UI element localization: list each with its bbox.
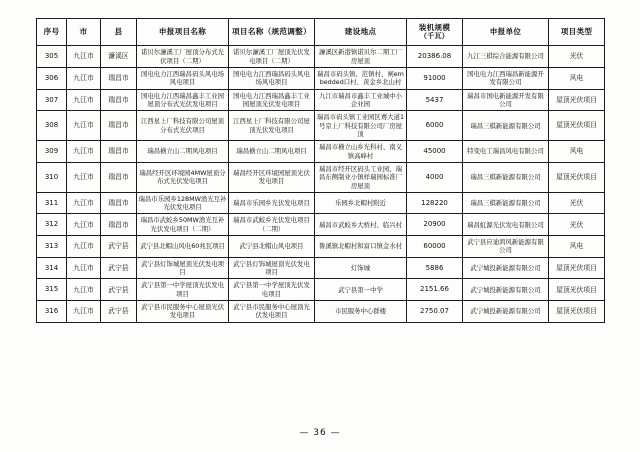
- cell-project-name: 武宁县市民服务中心屋顶光伏发电项目: [229, 301, 315, 323]
- cell-type: 屋顶光伏项目: [549, 279, 605, 301]
- cell-unit: 武宁城投新能源有限公司: [463, 257, 549, 279]
- cell-seq: 314: [37, 257, 67, 279]
- cell-seq: 306: [37, 67, 67, 89]
- cell-project-name: 武宁县灯饰城屋顶光伏发电项目: [229, 257, 315, 279]
- cell-type: 屋顶光伏项目: [549, 257, 605, 279]
- cell-county: 瑞昌市: [101, 192, 137, 214]
- cell-type: 风电: [549, 236, 605, 258]
- cell-declared-name: 武宁县第一中学屋顶光伏发电项目: [137, 279, 229, 301]
- cell-city: 九江市: [67, 257, 101, 279]
- cell-unit: 瑞昌虹源光伏发电有限公司: [463, 214, 549, 236]
- cell-unit: 武宁城投新能源有限公司: [463, 279, 549, 301]
- cell-county: 瑞昌市: [101, 141, 137, 163]
- cell-capacity: 60000: [407, 236, 463, 258]
- cell-seq: 313: [37, 236, 67, 258]
- cell-seq: 307: [37, 89, 67, 111]
- cell-capacity: 45000: [407, 141, 463, 163]
- page-number: — 36 —: [299, 428, 341, 438]
- cell-declared-name: 国电电力江西瑞昌码头风电场风电项目: [137, 67, 229, 89]
- cell-city: 九江市: [67, 162, 101, 192]
- cell-project-name: 诺贝尔濂溪工厂屋顶光伏发电项目（二期）: [229, 46, 315, 68]
- cell-declared-name: 武宁县北帽山风电60兆瓦项目: [137, 236, 229, 258]
- cell-county: 武宁县: [101, 301, 137, 323]
- cell-project-name: 江西星上厂科技有限公司屋顶光伏发电项目: [229, 111, 315, 141]
- cell-county: 武宁县: [101, 279, 137, 301]
- cell-unit: 武宁城投新能源有限公司: [463, 301, 549, 323]
- cell-capacity: 6000: [407, 111, 463, 141]
- cell-type: 屋顶光伏项目: [549, 111, 605, 141]
- cell-unit: 瑞昌三棋新能源有限公司: [463, 192, 549, 214]
- column-header-capacity-label: 装机规模: [418, 23, 451, 32]
- cell-unit: 特变电工瑞昌风电有限公司: [463, 141, 549, 163]
- cell-capacity: 20900: [407, 214, 463, 236]
- cell-county: 瑞昌市: [101, 162, 137, 192]
- table-row: [37, 141, 605, 163]
- cell-project-name: 瑞昌市武蛟乡光伏发电项目（二期）: [229, 214, 315, 236]
- cell-location: 瑞昌市码头镇、范镇村、闸embedded口村、黄金乡北山村: [315, 67, 407, 89]
- cell-county: 瑞昌市: [101, 111, 137, 141]
- table-row: [37, 214, 605, 236]
- cell-unit: 九江三棋综合能源有限公司: [463, 46, 549, 68]
- cell-unit: 瑞昌市国电新能源开发有限公司: [463, 89, 549, 111]
- cell-capacity: 2151.66: [407, 279, 463, 301]
- cell-capacity: 4000: [407, 162, 463, 192]
- cell-unit: 国电电力江西瑞昌新能源开发有限公司: [463, 67, 549, 89]
- cell-city: 九江市: [67, 214, 101, 236]
- cell-capacity: 20386.08: [407, 46, 463, 68]
- cell-city: 九江市: [67, 236, 101, 258]
- cell-type: 光伏: [549, 214, 605, 236]
- table-row: [37, 257, 605, 279]
- cell-seq: 308: [37, 111, 67, 141]
- column-header-location: 建设地点: [315, 19, 407, 46]
- cell-project-name: 武宁县北帽山风电项目: [229, 236, 315, 258]
- cell-location: 鲁溪镇北帽村和富口镇金水村: [315, 236, 407, 258]
- cell-seq: 312: [37, 214, 67, 236]
- cell-city: 九江市: [67, 89, 101, 111]
- cell-county: 武宁县: [101, 257, 137, 279]
- cell-seq: 316: [37, 301, 67, 323]
- cell-city: 九江市: [67, 192, 101, 214]
- cell-unit: 武宁县应迪鸿风新能源有限公司: [463, 236, 549, 258]
- cell-project-name: 瑞昌横立山二期风电项目: [229, 141, 315, 163]
- cell-declared-name: 武宁县市民服务中心屋顶光伏发电项目: [137, 301, 229, 323]
- cell-location: 武宁县第一中学: [315, 279, 407, 301]
- cell-county: 武宁县: [101, 236, 137, 258]
- cell-location: 乐园乡北帽村附近: [315, 192, 407, 214]
- cell-capacity: 128220: [407, 192, 463, 214]
- cell-type: 屋顶光伏项目: [549, 162, 605, 192]
- cell-declared-name: 瑞昌经开区环境园4MW屋顶分布式光伏发电项目: [137, 162, 229, 192]
- cell-capacity: 5886: [407, 257, 463, 279]
- cell-city: 九江市: [67, 141, 101, 163]
- cell-project-name: 瑞昌经开区环境园屋顶光伏发电项目: [229, 162, 315, 192]
- cell-city: 九江市: [67, 67, 101, 89]
- table-row: [37, 301, 605, 323]
- cell-project-name: 瑞昌市乐园乡光伏发电项目: [229, 192, 315, 214]
- cell-type: 光伏: [549, 46, 605, 68]
- cell-declared-name: 瑞昌横立山二期风电项目: [137, 141, 229, 163]
- cell-unit: 瑞昌三棋新能源有限公司: [463, 162, 549, 192]
- cell-unit: 瑞昌三棋新能源有限公司: [463, 111, 549, 141]
- column-header-capacity-unit: （千瓦）: [419, 32, 450, 41]
- column-header-city: 市: [67, 19, 101, 46]
- cell-location: 瑞昌市横立山乡光科村、南义镇高峰村: [315, 141, 407, 163]
- cell-project-name: 国电电力江西瑞昌码头风电场风电项目: [229, 67, 315, 89]
- cell-declared-name: 瑞昌市武蛟乡50MW渔光互补光伏发电项目（二期）: [137, 214, 229, 236]
- cell-capacity: 2750.07: [407, 301, 463, 323]
- cell-seq: 309: [37, 141, 67, 163]
- cell-declared-name: 瑞昌市乐园乡128MW渔光互补光伏发电项目: [137, 192, 229, 214]
- cell-county: 瑞昌市: [101, 89, 137, 111]
- cell-declared-name: 江西星上厂科技有限公司屋顶分布式光伏项目: [137, 111, 229, 141]
- cell-location: 瑞昌市码头镇工业园区赛大道1号京上厂科技有限公司厂房屋顶: [315, 111, 407, 141]
- cell-county: 瑞昌市: [101, 214, 137, 236]
- table-row: [37, 89, 605, 111]
- cell-type: 屋顶光伏项目: [549, 89, 605, 111]
- cell-type: 屋顶光伏项目: [549, 301, 605, 323]
- column-header-unit: 申报单位: [463, 19, 549, 46]
- column-header-declared-name: 申报项目名称: [137, 19, 229, 46]
- cell-location: 濂溪区新港镇诺贝尔二期工厂房屋顶: [315, 46, 407, 68]
- cell-seq: 310: [37, 162, 67, 192]
- cell-project-name: 国电电力江西瑞昌鑫丰工业园屋顶光伏发电项目: [229, 89, 315, 111]
- cell-city: 九江市: [67, 301, 101, 323]
- cell-city: 九江市: [67, 279, 101, 301]
- cell-seq: 311: [37, 192, 67, 214]
- cell-seq: 315: [37, 279, 67, 301]
- cell-location: 瑞昌市武蛟乡大桥村、临兴村: [315, 214, 407, 236]
- cell-location: 市民服务中心群楼: [315, 301, 407, 323]
- table-row: [37, 236, 605, 258]
- cell-type: 光伏: [549, 192, 605, 214]
- table-row: [37, 279, 605, 301]
- table-row: [37, 111, 605, 141]
- column-header-capacity: [407, 19, 463, 46]
- table-row: [37, 46, 605, 68]
- cell-type: 风电: [549, 67, 605, 89]
- cell-county: 濂溪区: [101, 46, 137, 68]
- table-body: [37, 46, 605, 323]
- table-header: [37, 19, 605, 46]
- cell-location: 灯饰城: [315, 257, 407, 279]
- cell-declared-name: 国电电力江西瑞昌鑫丰工业园屋顶分布式光伏发电项目: [137, 89, 229, 111]
- column-header-seq: 序号: [37, 19, 67, 46]
- cell-capacity: 91000: [407, 67, 463, 89]
- table-row: [37, 192, 605, 214]
- cell-city: 九江市: [67, 111, 101, 141]
- column-header-type: 项目类型: [549, 19, 605, 46]
- cell-location: 瑞昌市经开区码头工业园、瑞昌东侧制业小镇样瑞园标准厂房屋顶: [315, 162, 407, 192]
- cell-declared-name: 诺贝尔濂溪工厂屋顶分布式光伏项目（二期）: [137, 46, 229, 68]
- cell-seq: 305: [37, 46, 67, 68]
- cell-county: 瑞昌市: [101, 67, 137, 89]
- project-table: [36, 18, 605, 323]
- cell-project-name: 武宁县第一中学屋顶光伏发电项目: [229, 279, 315, 301]
- cell-declared-name: 武宁县灯饰城屋顶光伏发电项目: [137, 257, 229, 279]
- column-header-project-name: 项目名称（规范调整）: [229, 19, 315, 46]
- table-row: [37, 162, 605, 192]
- cell-location: 九江市瑞昌市鑫丰工业城中小企业园: [315, 89, 407, 111]
- cell-capacity: 5437: [407, 89, 463, 111]
- column-header-county: 县: [101, 19, 137, 46]
- table-header-row: [37, 19, 605, 46]
- cell-city: 九江市: [67, 46, 101, 68]
- cell-type: 风电: [549, 141, 605, 163]
- table-row: [37, 67, 605, 89]
